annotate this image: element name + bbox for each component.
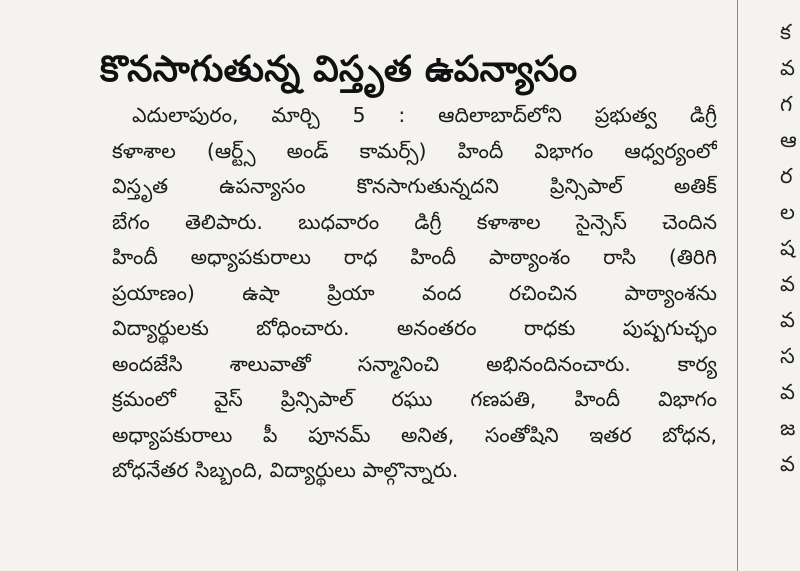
previous-article-clipped-line <box>0 0 730 6</box>
adjacent-fragment: గ <box>780 92 793 116</box>
body-line: విస్తృత ఉపన్యాసం కొనసాగుతున్నదని ప్రిన్సిపాల్ అతిక్ <box>112 174 717 198</box>
adjacent-fragment: ష <box>780 236 795 260</box>
body-line: కళాశాల (ఆర్ట్స్ అండ్ కామర్స్) హిందీ విభాగం ఆధ్వర్యంలో <box>112 138 717 163</box>
adjacent-fragment: ర <box>780 164 793 188</box>
adjacent-fragment: వ <box>780 380 795 404</box>
body-line: అందజేసి శాలువాతో సన్మానించి అభినందినంచారు. కార్య <box>112 351 717 376</box>
adjacent-fragment: వ <box>780 308 795 332</box>
adjacent-column-fragments <box>780 14 800 482</box>
adjacent-fragment: స <box>780 344 795 368</box>
body-line: హిందీ అధ్యాపకురాలు రాధ హిందీ పాఠ్యాంశం రాసి (తిరిగి <box>112 245 717 269</box>
body-line: బోధనేతర సిబ్బంది, విద్యార్థులు పాల్గొన్నారు. <box>112 458 459 482</box>
adjacent-fragment: జ <box>780 416 796 440</box>
adjacent-fragment: క <box>780 20 791 44</box>
column-divider <box>737 0 738 571</box>
body-line: క్రమంలో వైస్ ప్రిన్సిపాల్ రఘు గణపతి, హిందీ విభాగం <box>112 387 717 411</box>
adjacent-fragment: ల <box>780 200 795 224</box>
article-body <box>112 98 717 489</box>
adjacent-fragment: ఆ <box>780 128 797 152</box>
body-line: ఎదులాపురం, మార్చి 5 : ఆదిలాబాద్‌లోని ప్రభుత్వ డిగ్రీ <box>132 103 717 127</box>
adjacent-fragment: వ <box>780 56 795 80</box>
body-line: బేగం తెలిపారు. బుధవారం డిగ్రీ కళాశాల సైన్సెస్ చెందిన <box>112 209 717 234</box>
article-headline: కొనసాగుతున్న విస్తృత ఉపన్యాసం <box>100 49 578 91</box>
adjacent-fragment: వ <box>780 452 795 476</box>
body-line: అధ్యాపకురాలు పీ పూనమ్ అనిత, సంతోషిని ఇతర బోధన, <box>112 422 717 447</box>
body-line: విద్యార్థులకు బోధించారు. అనంతరం రాధకు పుష్పగుచ్ఛం <box>112 316 717 340</box>
body-line: ప్రయాణం) ఉషా ప్రియా వంద రచించిన పాఠ్యాంశను <box>112 280 717 305</box>
adjacent-fragment: వ <box>780 272 795 296</box>
